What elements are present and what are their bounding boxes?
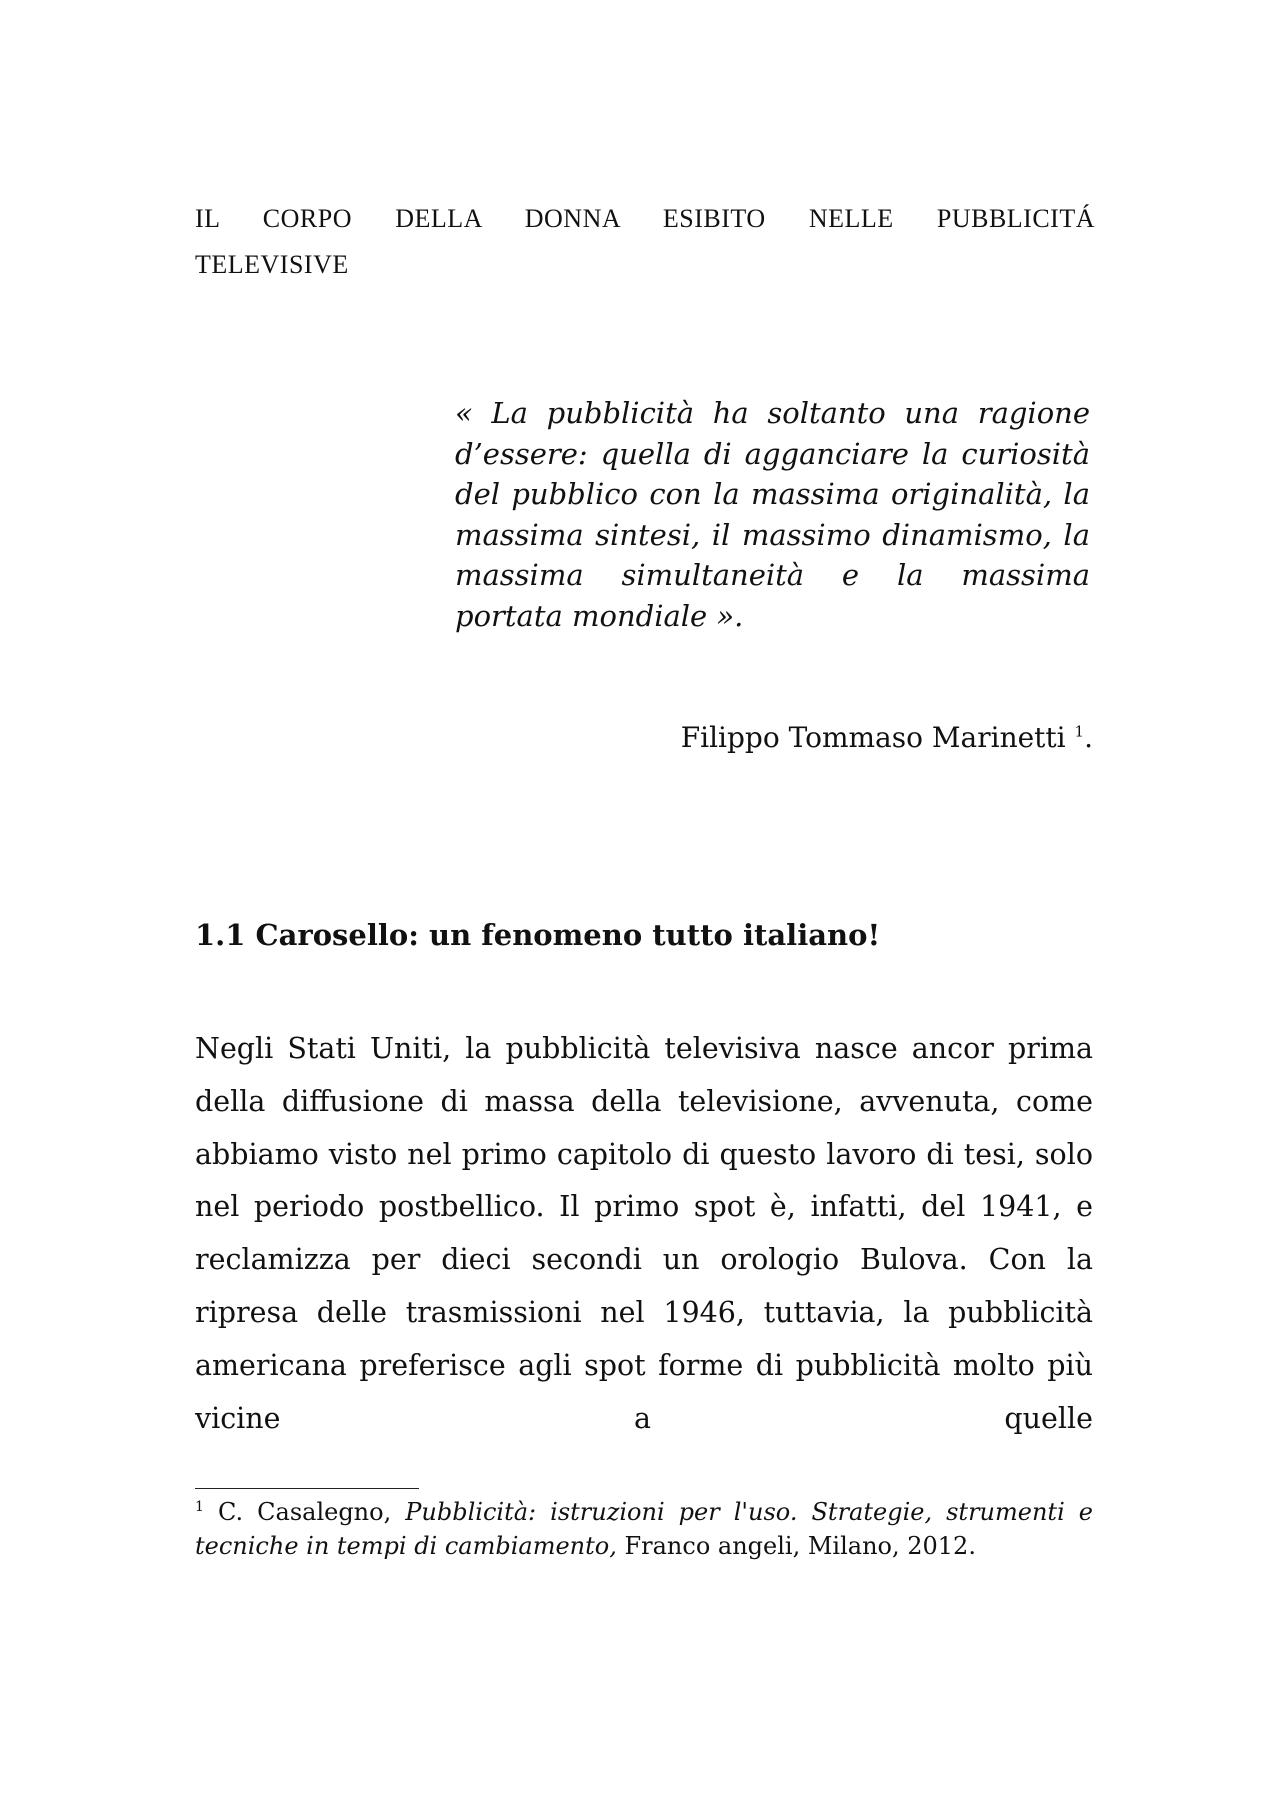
section-heading: 1.1 Carosello: un fenomeno tutto italiano! — [195, 918, 881, 952]
chapter-title: IL CORPO DELLA DONNA ESIBITO NELLE PUBBLICITÁ TELEVISIVE — [195, 204, 1095, 279]
footnote — [195, 1495, 1093, 1563]
footnote-author: C. Casalegno, — [217, 1498, 392, 1526]
footnote-title: Pubblicità: istruzioni per l'uso. Strategie, strumenti e tecniche in tempi di cambiamento, — [195, 1498, 1093, 1560]
body-paragraph: Negli Stati Uniti, la pubblicità televisiva nasce ancor prima della diffusione di massa della televisione, avvenuta, come abbiamo visto nel primo capitolo di questo lavoro di tesi, solo nel periodo postbellico. Il primo spot è, infatti, del 1941, e reclamizza per dieci secondi un orologio Bulova. Con la ripresa delle trasmissioni nel 1946, tuttavia, la pubblicità americana preferisce agli spot forme di pubblicità molto più vicine a quelle — [195, 1032, 1093, 1435]
epigraph-quote: « La pubblicità ha soltanto una ragione d’essere: quella di agganciare la curiosità del pubblico con la massima originalità, la massima sintesi, il massimo dinamismo, la massima simultaneità e la massima portata mondiale ». — [455, 396, 1090, 633]
footnote-separator — [195, 1488, 419, 1489]
footnote-publisher: Franco angeli, Milano, 2012. — [624, 1532, 976, 1560]
footnote-number: 1 — [195, 1499, 204, 1515]
epigraph-attribution — [455, 718, 1093, 758]
epigraph-author-suffix: . — [1084, 721, 1093, 754]
footnote-reference: 1 — [1074, 722, 1085, 741]
epigraph-author-name: Filippo Tommaso Marinetti — [680, 721, 1066, 754]
